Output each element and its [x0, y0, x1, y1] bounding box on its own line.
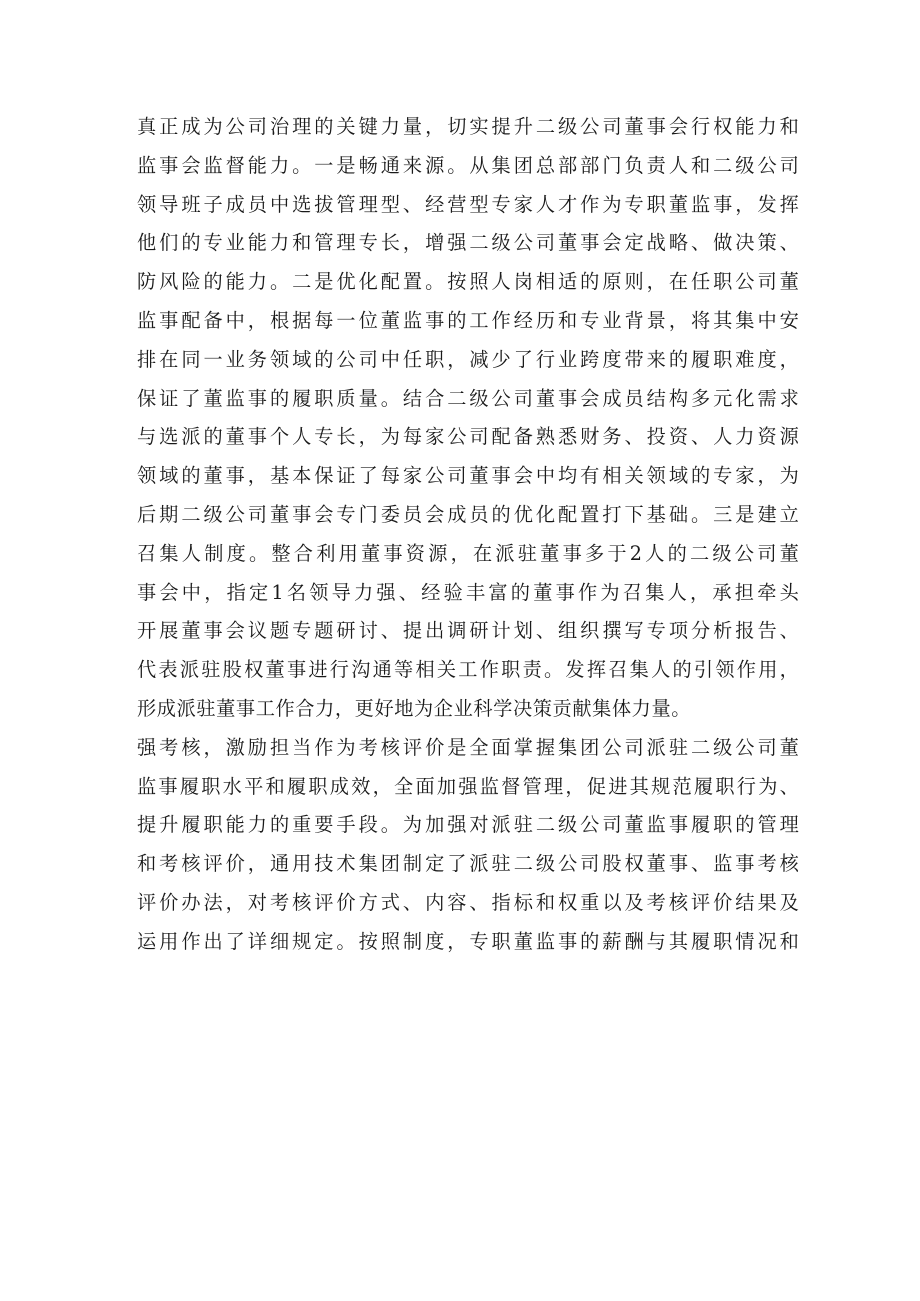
text-line: 监事会监督能力。一是畅通来源。从集团总部部门负责人和二级公司 [137, 153, 799, 177]
text-line: 强考核，激励担当作为考核评价是全面掌握集团公司派驻二级公司董 [137, 735, 799, 759]
text-line: 提升履职能力的重要手段。为加强对派驻二级公司董监事履职的管理 [137, 813, 799, 837]
text-line: 领导班子成员中选拔管理型、经营型专家人才作为专职董监事，发挥 [137, 192, 799, 216]
text-line: 监事履职水平和履职成效，全面加强监督管理，促进其规范履职行为、 [137, 774, 799, 798]
text-line: 形成派驻董事工作合力，更好地为企业科学决策贡献集体力量。 [137, 696, 692, 720]
text-line: 与选派的董事个人专长，为每家公司配备熟悉财务、投资、人力资源 [137, 425, 799, 449]
text-line: 运用作出了详细规定。按照制度，专职董监事的薪酬与其履职情况和 [137, 929, 799, 953]
text-line: 防风险的能力。二是优化配置。按照人岗相适的原则，在任职公司董 [137, 270, 799, 294]
text-line: 后期二级公司董事会专门委员会成员的优化配置打下基础。三是建立 [137, 502, 799, 526]
body-text [137, 108, 799, 962]
text-line: 事会中，指定1名领导力强、经验丰富的董事作为召集人，承担牵头 [137, 580, 799, 604]
text-line: 真正成为公司治理的关键力量，切实提升二级公司董事会行权能力和 [137, 115, 799, 138]
text-line: 他们的专业能力和管理专长，增强二级公司董事会定战略、做决策、 [137, 231, 799, 255]
text-line: 开展董事会议题专题研讨、提出调研计划、组织撰写专项分析报告、 [137, 619, 799, 643]
text-line: 召集人制度。整合利用董事资源，在派驻董事多于2人的二级公司董 [137, 541, 799, 565]
text-line: 和考核评价，通用技术集团制定了派驻二级公司股权董事、监事考核 [137, 852, 799, 876]
text-line: 保证了董监事的履职质量。结合二级公司董事会成员结构多元化需求 [137, 386, 799, 410]
text-line: 领域的董事，基本保证了每家公司董事会中均有相关领域的专家，为 [137, 464, 799, 488]
text-line: 代表派驻股权董事进行沟通等相关工作职责。发挥召集人的引领作用， [137, 658, 799, 682]
text-line: 监事配备中，根据每一位董监事的工作经历和专业背景，将其集中安 [137, 308, 799, 332]
text-line: 排在同一业务领域的公司中任职，减少了行业跨度带来的履职难度， [137, 347, 799, 371]
text-line: 评价办法，对考核评价方式、内容、指标和权重以及考核评价结果及 [137, 890, 799, 914]
